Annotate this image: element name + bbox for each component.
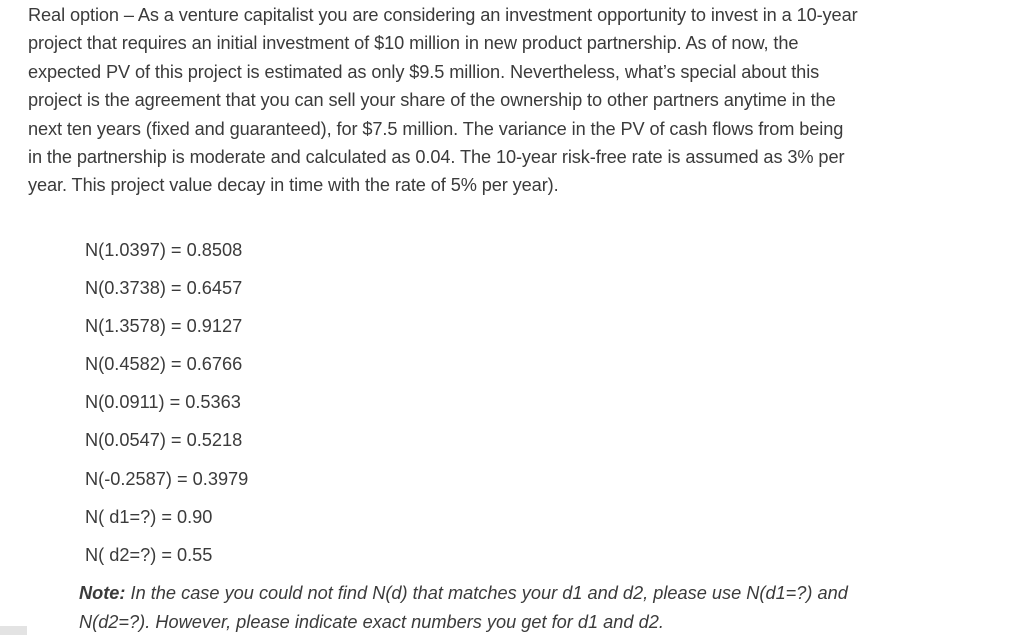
value-item: N( d2=?) = 0.55	[85, 544, 213, 565]
value-item: N(1.3578) = 0.9127	[85, 316, 243, 337]
problem-statement: Real option – As a venture capitalist you are considering an investment opportunity to invest in a 10-year project that requires an initial investment of $10 million in new product partnership. As of now, the expected PV of this project is estimated as only $9.5 million. Nevertheless, what’s special about this project is the agreement that you can sell your share of the ownership to other partners anytime in the next ten years (fixed and guaranteed), for $7.5 million. The variance in the PV of cash flows from being in the partnership is moderate and calculated as 0.04. The 10-year risk-free rate is assumed as 3% per year. This project value decay in time with the rate of 5% per year).	[28, 5, 858, 196]
note	[79, 579, 879, 636]
normal-distribution-values	[85, 236, 248, 579]
value-item: N(0.4582) = 0.6766	[85, 354, 243, 375]
note-label: Note:	[79, 583, 126, 603]
value-item: N(1.0397) = 0.8508	[85, 240, 243, 260]
note-text: In the case you could not find N(d) that matches your d1 and d2, please use N(d1=?) and N(d2=?). However, please indicate exact numbers you get for d1 and d2.	[79, 583, 848, 632]
value-item: N(-0.2587) = 0.3979	[85, 468, 249, 489]
value-item: N(0.3738) = 0.6457	[85, 278, 243, 299]
value-item: N(0.0547) = 0.5218	[85, 430, 243, 451]
scroll-indicator	[0, 626, 27, 635]
value-item: N(0.0911) = 0.5363	[85, 392, 241, 413]
value-item: N( d1=?) = 0.90	[85, 506, 213, 527]
